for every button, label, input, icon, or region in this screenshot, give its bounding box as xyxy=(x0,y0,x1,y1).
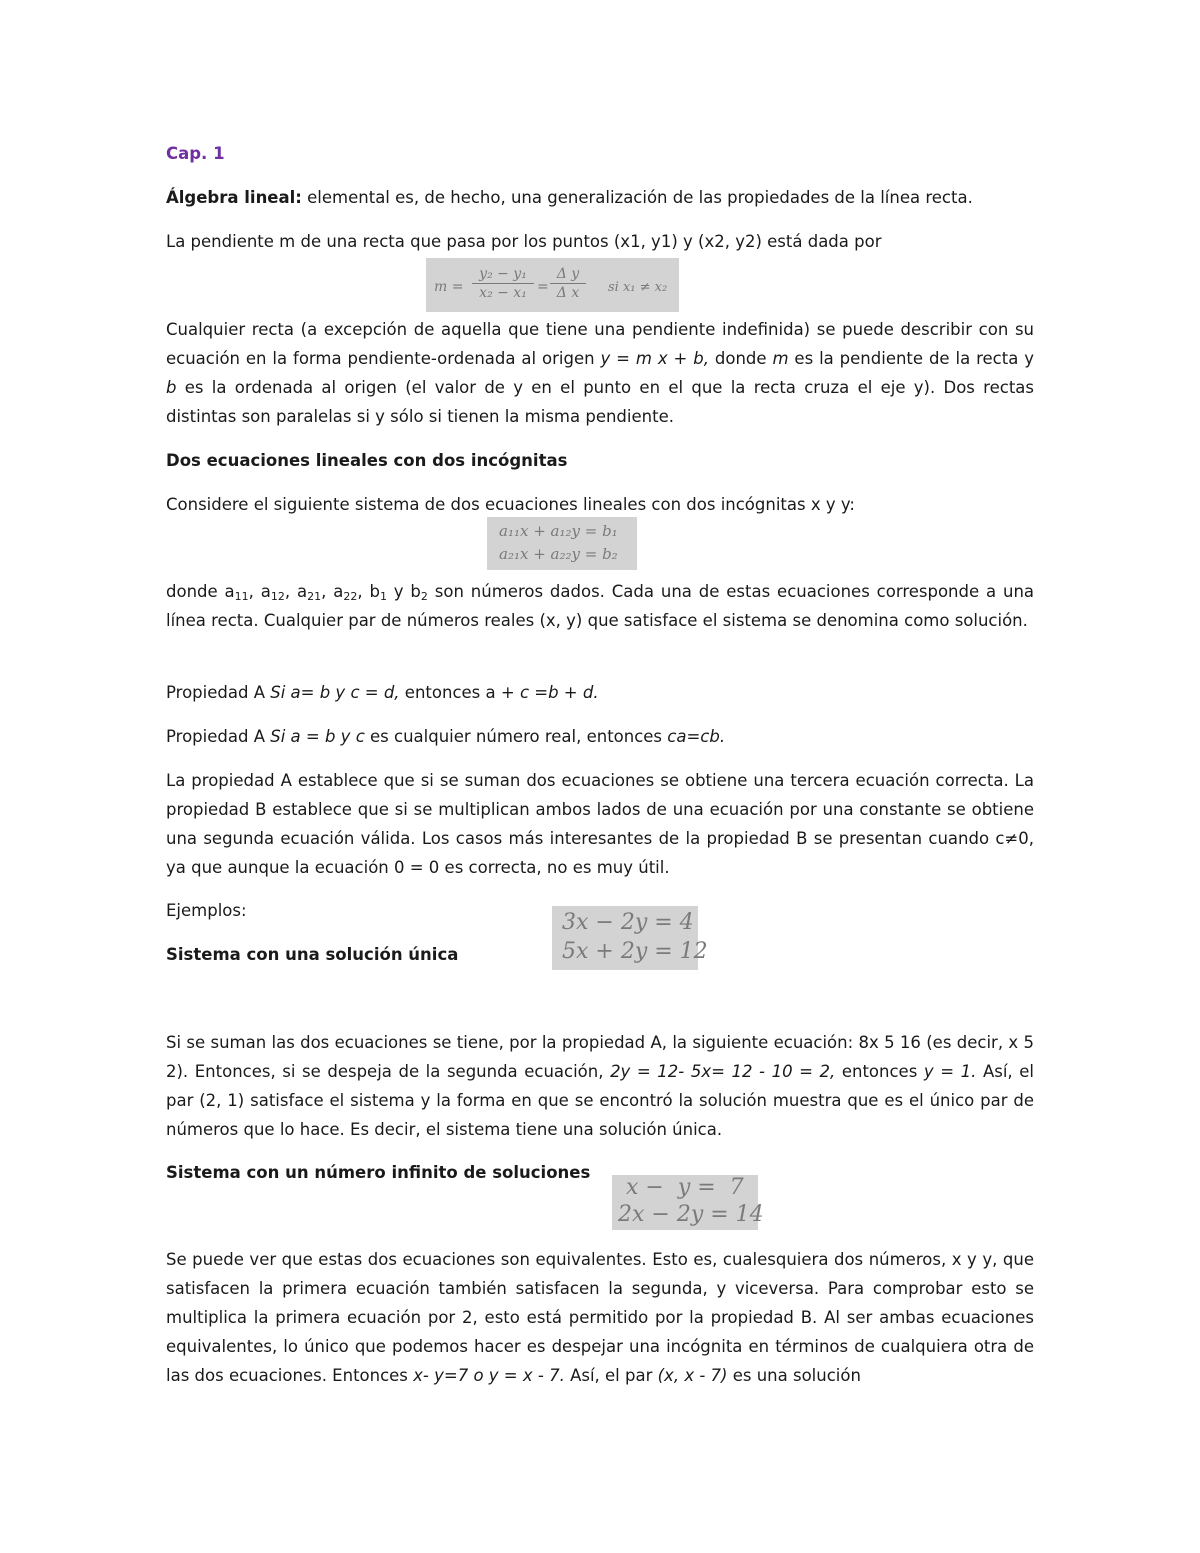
delta-fraction: Δ y Δ x xyxy=(550,265,586,302)
slope-intro: La pendiente m de una recta que pasa por los puntos (x1, y1) y (x2, y2) está dada por xyxy=(166,232,882,251)
properties-paragraph: La propiedad A establece que si se suman dos ecuaciones se obtiene una tercera ecuación correcta. La propiedad B establece que si se multiplican ambos lados de una ecuación por una constante se obtiene una segunda ecuación válida. Los casos más interesantes de la propiedad B se presentan cuando c≠0, ya que aunque la ecuación 0 = 0 es correcta, no es muy útil. xyxy=(166,771,1034,877)
intro-paragraph: Álgebra lineal: elemental es, de hecho, una generalización de las propiedades de la línea recta. xyxy=(166,188,973,207)
unique-system-formula: 3x − 2y = 4 5x + 2y = 12 xyxy=(552,906,698,970)
infinite-system-formula: x − y = 7 2x − 2y = 14 xyxy=(612,1175,758,1230)
linear-system-formula: a₁₁x + a₁₂y = b₁ a₂₁x + a₂₂y = b₂ xyxy=(487,517,637,570)
property-a-sum: Propiedad A Si a= b y c = d, entonces a + c =b + d. xyxy=(166,683,599,702)
document-page xyxy=(166,0,1034,1553)
property-a-multiply: Propiedad A Si a = b y c es cualquier número real, entonces ca=cb. xyxy=(166,727,726,746)
line-equation-paragraph: Cualquier recta (a excepción de aquella que tiene una pendiente indefinida) se puede describir con su ecuación en la forma pendiente-ordenada al origen y = m x + b, donde m es la pendiente de la recta y b es la ordenada al origen (el valor de y en el punto en el que la recta cruza el eje y). Dos rectas distintas son paralelas si y sólo si tienen la misma pendiente. xyxy=(166,320,1034,426)
unique-solution-paragraph: Si se suman las dos ecuaciones se tiene, por la propiedad A, la siguiente ecuación: 8x 5 16 (es decir, x 5 2). Entonces, si se despeja de la segunda ecuación, 2y = 12- 5x= 12 - 10 = 2, entonces y = 1. Así, el par (2, 1) satisface el sistema y la forma en que se encontró la solución muestra que es el único par de números que lo hace. Es decir, el sistema tiene una solución única. xyxy=(166,1033,1034,1139)
infinite-solutions-paragraph: Se puede ver que estas dos ecuaciones son equivalentes. Esto es, cualesquiera dos números, x y y, que satisfacen la primera ecuación también satisfacen la segunda, y viceversa. Para comprobar esto se multiplica la primera ecuación por 2, esto está permitido por la propiedad B. Al ser ambas ecuaciones equivalentes, lo único que podemos hacer es despejar una incógnita en términos de cualquiera otra de las dos ecuaciones. Entonces x- y=7 o y = x - 7. Así, el par (x, x - 7) es una solución xyxy=(166,1250,1034,1385)
slope-formula: m = y₂ − y₁ x₂ − x₁ = Δ y Δ x si x₁ ≠ x₂ xyxy=(426,258,679,312)
chapter-label: Cap. 1 xyxy=(166,144,225,163)
consider-paragraph: Considere el siguiente sistema de dos ecuaciones lineales con dos incógnitas x y y: xyxy=(166,495,855,514)
heading-infinite-solutions: Sistema con un número infinito de soluciones xyxy=(166,1163,591,1182)
slope-fraction: y₂ − y₁ x₂ − x₁ xyxy=(472,265,534,302)
heading-unique-solution: Sistema con una solución única xyxy=(166,945,459,964)
donde-paragraph: donde $a_{11}$, $a_{12}$, $a_{21}$, $a_{22}$, $b_1$ y $b_2$ son números dados. Cada una de estas ecuaciones corresponde a una línea recta. Cualquier par de números reales (x, y) que satisface el sistema se denomina como solución. xyxy=(166,582,1035,630)
examples-label: Ejemplos: xyxy=(166,901,247,920)
intro-term: Álgebra lineal: xyxy=(166,188,302,207)
heading-two-equations: Dos ecuaciones lineales con dos incógnitas xyxy=(166,451,568,470)
